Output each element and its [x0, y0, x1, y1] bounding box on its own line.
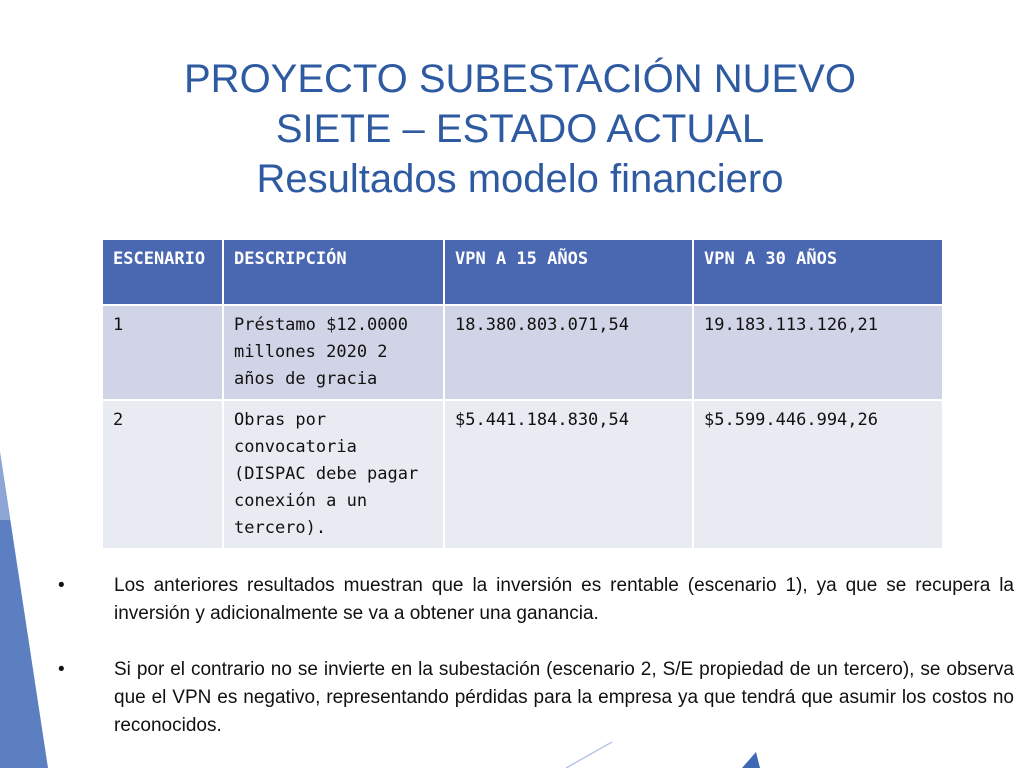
table-row: [102, 305, 943, 400]
list-item: [58, 572, 1014, 628]
bullet-text: Si por el contrario no se invierte en la subestación (escenario 2, S/E propiedad de un tercero), se observa que el VPN es negativo, representando pérdidas para la empresa ya que tendrá que asumir los costos no reconocidos.: [114, 659, 1014, 736]
table-row: [102, 400, 943, 549]
cell-descripcion: Obras por convocatoria (DISPAC debe pagar conexión a un tercero).: [223, 400, 444, 549]
cell-vpn-30: $5.599.446.994,26: [693, 400, 943, 549]
cell-descripcion: Préstamo $12.0000 millones 2020 2 años de gracia: [223, 305, 444, 400]
bullet-text: Los anteriores resultados muestran que la inversión es rentable (escenario 1), ya que se recupera la inversión y adicionalmente se va a obtener una ganancia.: [114, 575, 1014, 624]
cell-escenario: 2: [102, 400, 223, 549]
slide-title: [110, 54, 930, 204]
bullet-marker: •: [58, 659, 65, 680]
conclusions-list: [58, 572, 1014, 768]
left-accent-shape-light: [0, 452, 10, 520]
title-line-2: SIETE – ESTADO ACTUAL: [275, 107, 765, 151]
header-descripcion: DESCRIPCIÓN: [223, 239, 444, 305]
title-line-3: Resultados modelo financiero: [256, 157, 784, 201]
left-accent-shape: [0, 452, 48, 768]
results-table: [101, 238, 944, 550]
cell-vpn-15: $5.441.184.830,54: [444, 400, 693, 549]
bullet-marker: •: [58, 575, 65, 596]
header-escenario: ESCENARIO: [102, 239, 223, 305]
cell-vpn-15: 18.380.803.071,54: [444, 305, 693, 400]
header-vpn-30: VPN A 30 AÑOS: [693, 239, 943, 305]
table-header-row: [102, 239, 943, 305]
header-vpn-15: VPN A 15 AÑOS: [444, 239, 693, 305]
list-item: [58, 656, 1014, 740]
title-line-1: PROYECTO SUBESTACIÓN NUEVO: [184, 57, 856, 101]
cell-vpn-30: 19.183.113.126,21: [693, 305, 943, 400]
cell-escenario: 1: [102, 305, 223, 400]
